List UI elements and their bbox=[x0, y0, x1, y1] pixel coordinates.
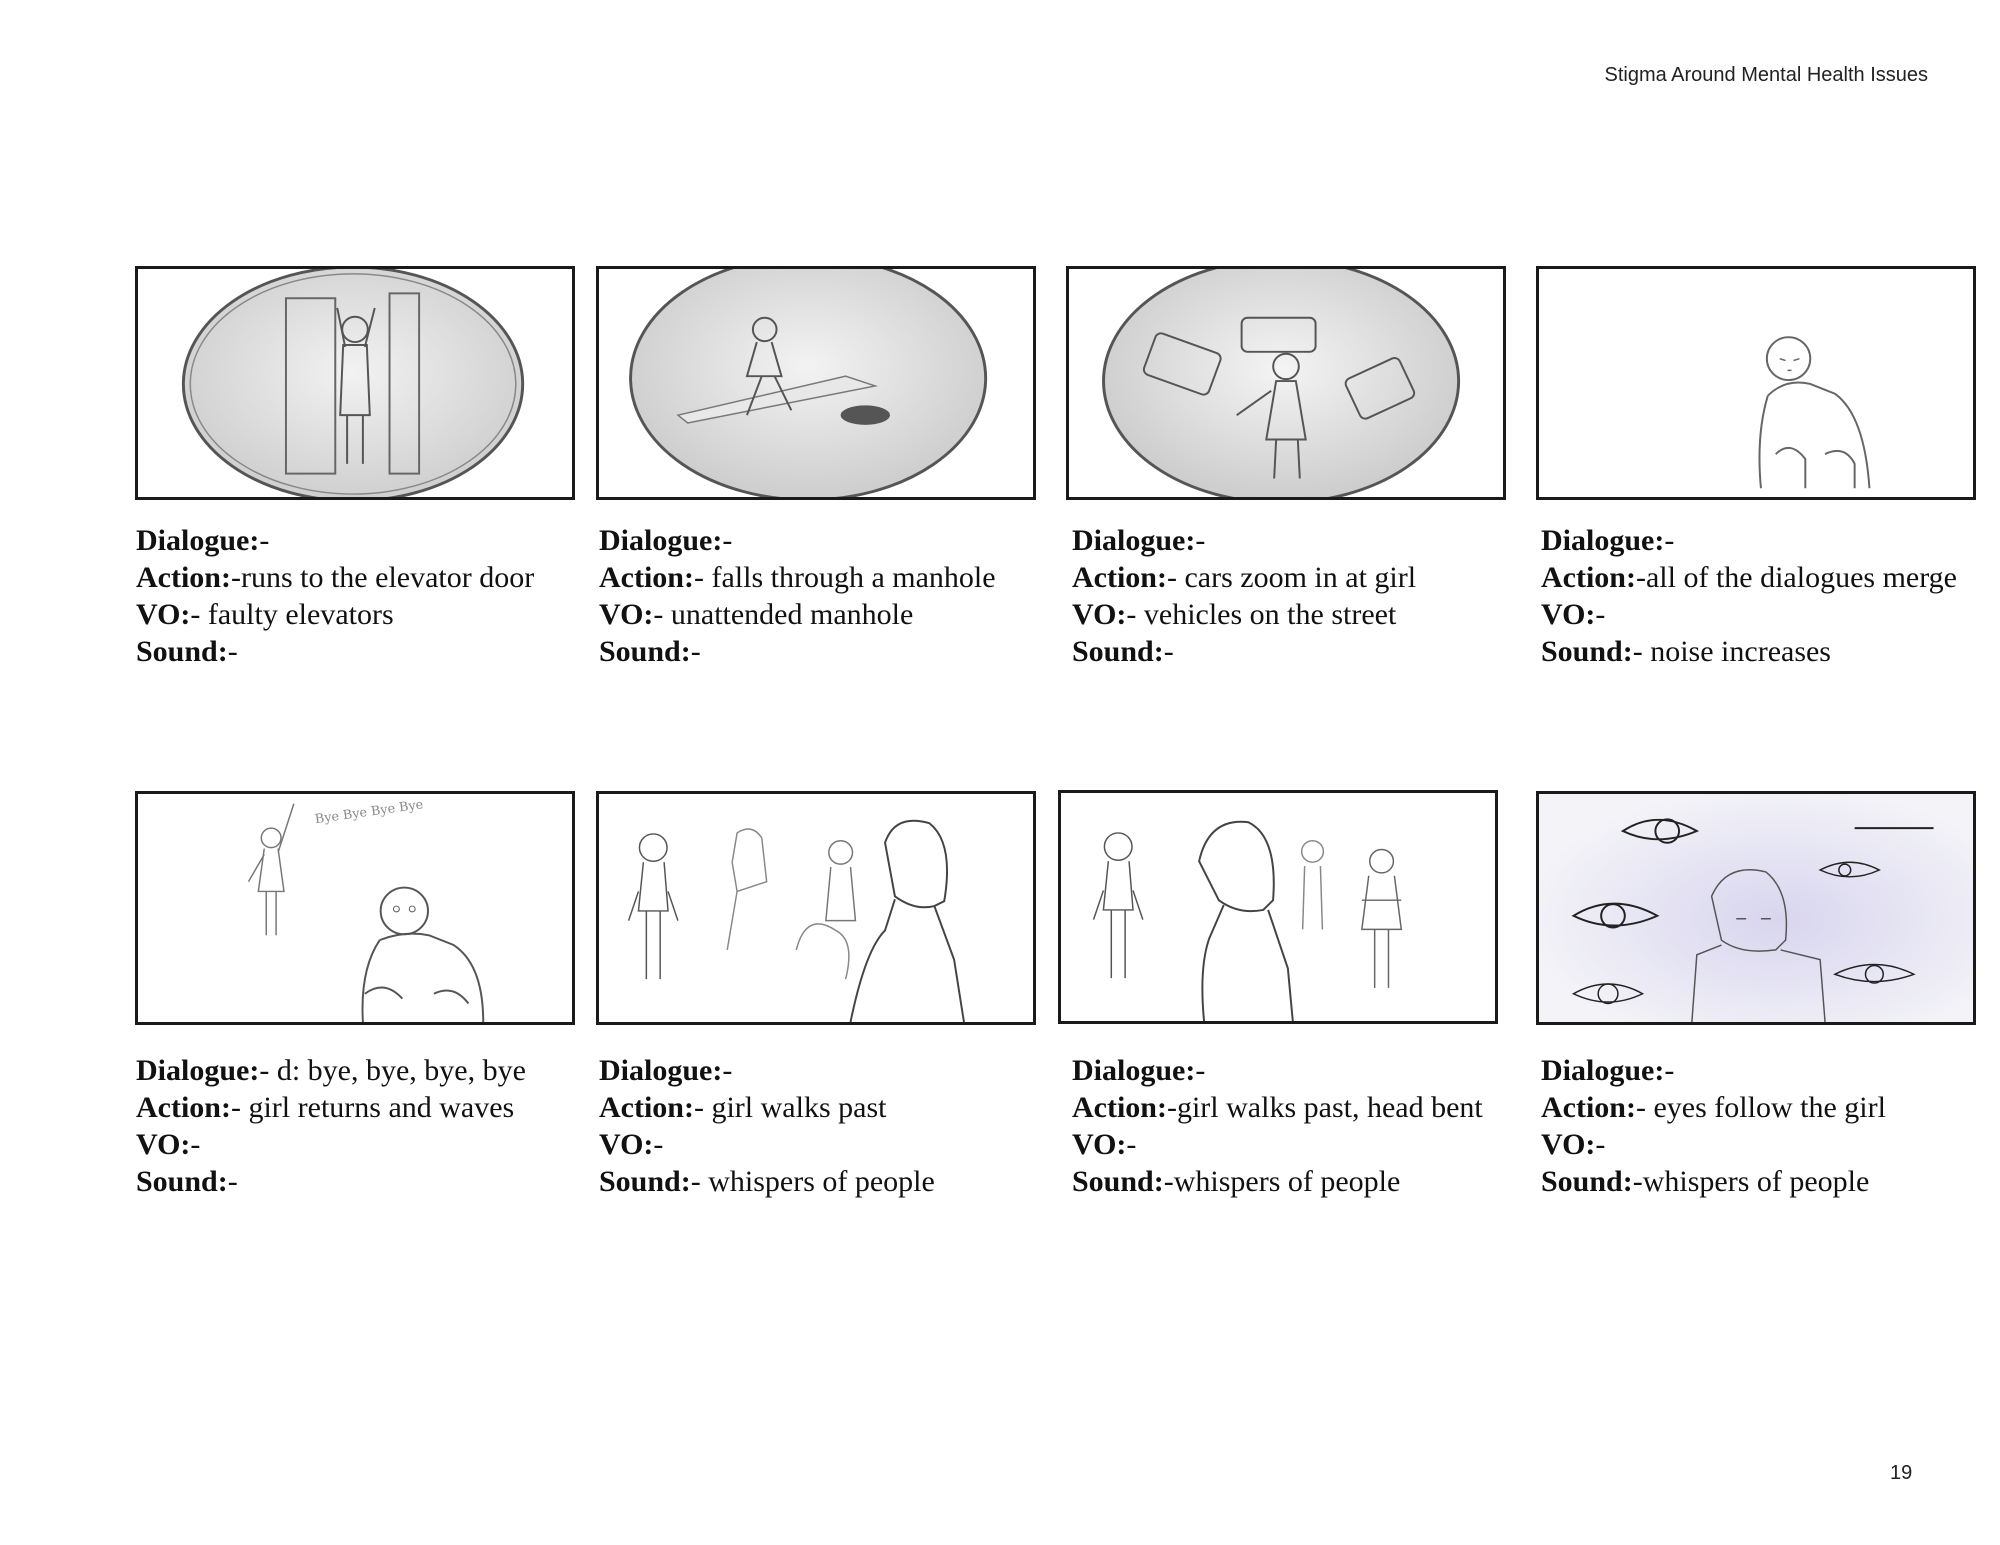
sound-label: Sound: bbox=[136, 1165, 228, 1198]
sound-label: Sound: bbox=[1541, 1165, 1633, 1198]
storyboard-frame-6-girl-walks bbox=[596, 791, 1036, 1025]
sound-label: Sound: bbox=[599, 1165, 691, 1198]
vo-text: - unattended manhole bbox=[653, 598, 914, 631]
action-label: Action: bbox=[1072, 561, 1167, 594]
action-label: Action: bbox=[1541, 1091, 1636, 1124]
vo-label: VO: bbox=[599, 598, 654, 631]
action-label: Action: bbox=[136, 561, 231, 594]
action-text: - girl returns and waves bbox=[230, 1091, 515, 1124]
page-number: 19 bbox=[1890, 1462, 1913, 1484]
vo-text: - bbox=[1595, 1128, 1606, 1161]
sound-label: Sound: bbox=[599, 635, 691, 668]
dialogue-label: Dialogue: bbox=[136, 1054, 260, 1087]
vo-text: - bbox=[1126, 1128, 1137, 1161]
vo-text: - bbox=[190, 1128, 201, 1161]
storyboard-frame-4-old-woman bbox=[1536, 266, 1976, 500]
dialogue-label: Dialogue: bbox=[136, 524, 260, 557]
storyboard-frame-3-cars bbox=[1066, 266, 1506, 500]
dialogue-text: - bbox=[259, 524, 270, 557]
scene-caption-4 bbox=[1541, 522, 1957, 670]
scene-caption-3 bbox=[1072, 522, 1416, 670]
action-text: -girl walks past, head bent bbox=[1166, 1091, 1483, 1124]
storyboard-frame-1-elevator bbox=[135, 266, 575, 500]
action-text: -runs to the elevator door bbox=[230, 561, 535, 594]
action-text: - eyes follow the girl bbox=[1635, 1091, 1886, 1124]
action-label: Action: bbox=[1541, 561, 1636, 594]
dialogue-text: - d: bye, bye, bye, bye bbox=[259, 1054, 526, 1087]
dialogue-text: - bbox=[1195, 524, 1206, 557]
dialogue-label: Dialogue: bbox=[1072, 524, 1196, 557]
scene-caption-6 bbox=[599, 1052, 935, 1200]
sound-label: Sound: bbox=[1072, 635, 1164, 668]
vo-text: - bbox=[1595, 598, 1606, 631]
vo-label: VO: bbox=[599, 1128, 654, 1161]
action-text: -all of the dialogues merge bbox=[1635, 561, 1957, 594]
action-text: - cars zoom in at girl bbox=[1166, 561, 1417, 594]
action-label: Action: bbox=[1072, 1091, 1167, 1124]
dialogue-label: Dialogue: bbox=[1072, 1054, 1196, 1087]
dialogue-text: - bbox=[1664, 1054, 1675, 1087]
vo-label: VO: bbox=[136, 1128, 191, 1161]
vo-label: VO: bbox=[1072, 598, 1127, 631]
dialogue-text: - bbox=[722, 1054, 733, 1087]
sound-text: -whispers of people bbox=[1632, 1165, 1870, 1198]
vo-text: - vehicles on the street bbox=[1126, 598, 1397, 631]
vo-text: - faulty elevators bbox=[190, 598, 394, 631]
sound-text: - bbox=[1163, 635, 1174, 668]
bye-scribble: Bye Bye Bye Bye bbox=[314, 797, 425, 828]
scene-caption-7 bbox=[1072, 1052, 1483, 1200]
dialogue-label: Dialogue: bbox=[1541, 1054, 1665, 1087]
sound-label: Sound: bbox=[1072, 1165, 1164, 1198]
dialogue-text: - bbox=[1195, 1054, 1206, 1087]
vo-label: VO: bbox=[1541, 598, 1596, 631]
running-header: Stigma Around Mental Health Issues bbox=[1604, 64, 1928, 86]
sound-text: - whispers of people bbox=[690, 1165, 935, 1198]
dialogue-label: Dialogue: bbox=[1541, 524, 1665, 557]
action-label: Action: bbox=[599, 561, 694, 594]
action-label: Action: bbox=[599, 1091, 694, 1124]
sound-label: Sound: bbox=[136, 635, 228, 668]
sound-text: - bbox=[227, 635, 238, 668]
sound-text: -whispers of people bbox=[1163, 1165, 1401, 1198]
sound-label: Sound: bbox=[1541, 635, 1633, 668]
scene-caption-2 bbox=[599, 522, 996, 670]
action-label: Action: bbox=[136, 1091, 231, 1124]
dialogue-label: Dialogue: bbox=[599, 524, 723, 557]
storyboard-frame-5-wave bbox=[135, 791, 575, 1025]
sound-text: - noise increases bbox=[1632, 635, 1831, 668]
vo-label: VO: bbox=[1541, 1128, 1596, 1161]
sound-text: - bbox=[227, 1165, 238, 1198]
dialogue-text: - bbox=[1664, 524, 1675, 557]
scene-caption-5 bbox=[136, 1052, 526, 1200]
vo-text: - bbox=[653, 1128, 664, 1161]
storyboard-frame-7-head-bent bbox=[1058, 790, 1498, 1024]
action-text: - girl walks past bbox=[693, 1091, 887, 1124]
vo-label: VO: bbox=[136, 598, 191, 631]
storyboard-frame-2-manhole bbox=[596, 266, 1036, 500]
dialogue-label: Dialogue: bbox=[599, 1054, 723, 1087]
dialogue-text: - bbox=[722, 524, 733, 557]
vo-label: VO: bbox=[1072, 1128, 1127, 1161]
sound-text: - bbox=[690, 635, 701, 668]
action-text: - falls through a manhole bbox=[693, 561, 996, 594]
scene-caption-8 bbox=[1541, 1052, 1886, 1200]
scene-caption-1 bbox=[136, 522, 534, 670]
storyboard-frame-8-eyes bbox=[1536, 791, 1976, 1025]
